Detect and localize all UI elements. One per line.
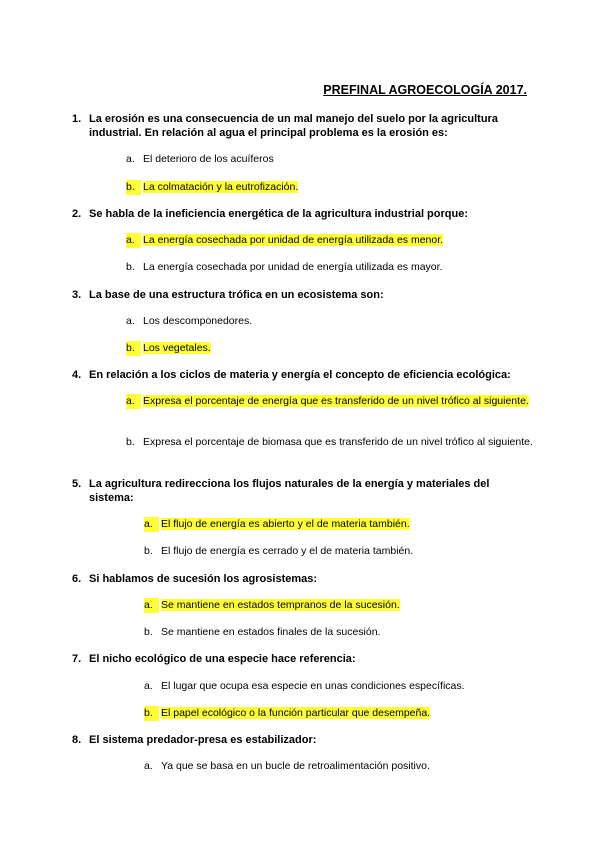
answer-option	[72, 625, 542, 640]
answer-option	[72, 435, 542, 450]
answer-option	[72, 152, 542, 167]
option-text: Los descomponedores.	[143, 315, 253, 327]
question-number: 2.	[72, 208, 82, 220]
question-statement: En relación a los ciclos de materia y energía el concepto de eficiencia ecológica:	[89, 369, 511, 381]
option-letter: b.	[144, 706, 159, 721]
question-text	[72, 572, 512, 586]
question-number: 8.	[72, 734, 82, 746]
option-text: El flujo de energía es abierto y el de materia también.	[161, 518, 410, 530]
question-item	[72, 477, 512, 557]
question-number: 7.	[72, 653, 82, 665]
option-text: La colmatación y la eutrofización.	[143, 181, 299, 193]
question-statement: El nicho ecológico de una especie hace referencia:	[89, 653, 356, 665]
option-text: Expresa el porcentaje de biomasa que es transferido de un nivel trófico al siguiente.	[143, 436, 533, 448]
question-statement: La base de una estructura trófica en un ecosistema son:	[89, 289, 384, 301]
question-statement: Se habla de la ineficiencia energética de la agricultura industrial porque:	[89, 208, 469, 220]
option-letter: b.	[126, 341, 141, 356]
question-item	[72, 288, 512, 354]
option-letter: a.	[126, 233, 141, 248]
answer-option-highlighted	[72, 598, 542, 613]
option-text: Ya que se basa en un bucle de retroalimentación positivo.	[161, 760, 430, 772]
question-statement: La agricultura redirecciona los flujos naturales de la energía y materiales del sistema:	[89, 478, 490, 504]
question-item	[72, 112, 512, 193]
answer-option-highlighted	[72, 706, 542, 721]
option-letter: a.	[126, 394, 141, 409]
question-number: 6.	[72, 573, 82, 585]
question-text	[72, 733, 512, 747]
option-letter: b.	[126, 261, 135, 273]
option-letter: b.	[126, 180, 141, 195]
answer-option-highlighted	[72, 394, 542, 409]
question-text	[72, 112, 512, 140]
question-item	[72, 733, 512, 772]
question-number: 5.	[72, 478, 82, 490]
answer-option	[72, 544, 542, 559]
question-item	[72, 207, 512, 273]
answer-option	[72, 679, 542, 694]
question-text	[72, 288, 512, 302]
option-letter: a.	[126, 153, 135, 165]
option-text: El papel ecológico o la función particular que desempeña.	[161, 707, 431, 719]
option-text: Se mantiene en estados finales de la sucesión.	[161, 626, 381, 638]
option-letter: a.	[144, 760, 153, 772]
option-letter: b.	[126, 436, 135, 448]
option-letter: b.	[144, 545, 153, 557]
answer-option-highlighted	[72, 517, 542, 532]
question-text	[72, 477, 512, 505]
answer-option	[72, 314, 542, 329]
option-text: La energía cosechada por unidad de energía utilizada es mayor.	[143, 261, 443, 273]
question-statement: Si hablamos de sucesión los agrosistemas:	[89, 573, 318, 585]
document-title: PREFINAL AGROECOLOGÍA 2017.	[323, 83, 527, 97]
option-letter: a.	[144, 517, 159, 532]
option-letter: a.	[144, 598, 159, 613]
option-text: El flujo de energía es cerrado y el de materia también.	[161, 545, 414, 557]
question-number: 4.	[72, 369, 82, 381]
question-text	[72, 368, 512, 382]
question-number: 3.	[72, 289, 82, 301]
option-text: Los vegetales.	[143, 342, 211, 354]
question-statement: La erosión es una consecuencia de un mal manejo del suelo por la agricultura industrial. En relación al agua el principal problema es la erosión es:	[89, 113, 498, 139]
option-text: Expresa el porcentaje de energía que es transferido de un nivel trófico al siguiente.	[143, 395, 529, 407]
option-letter: a.	[126, 315, 135, 327]
option-text: El lugar que ocupa esa especie en unas condiciones específicas.	[161, 680, 465, 692]
answer-option-highlighted	[72, 341, 542, 356]
answer-option-highlighted	[72, 233, 542, 248]
answer-option	[72, 260, 542, 275]
question-text	[72, 652, 512, 666]
question-item	[72, 572, 512, 638]
option-letter: b.	[144, 626, 153, 638]
option-letter: a.	[144, 680, 153, 692]
option-text: La energía cosechada por unidad de energía utilizada es menor.	[143, 234, 444, 246]
answer-option-highlighted	[72, 180, 542, 195]
question-item	[72, 368, 533, 448]
question-number: 1.	[72, 113, 82, 125]
option-text: El deterioro de los acuíferos	[143, 153, 274, 165]
answer-option	[72, 759, 542, 774]
question-item	[72, 652, 512, 719]
option-text: Se mantiene en estados tempranos de la sucesión.	[161, 599, 400, 611]
question-text	[72, 207, 512, 221]
question-statement: El sistema predador-presa es estabilizador:	[89, 734, 317, 746]
